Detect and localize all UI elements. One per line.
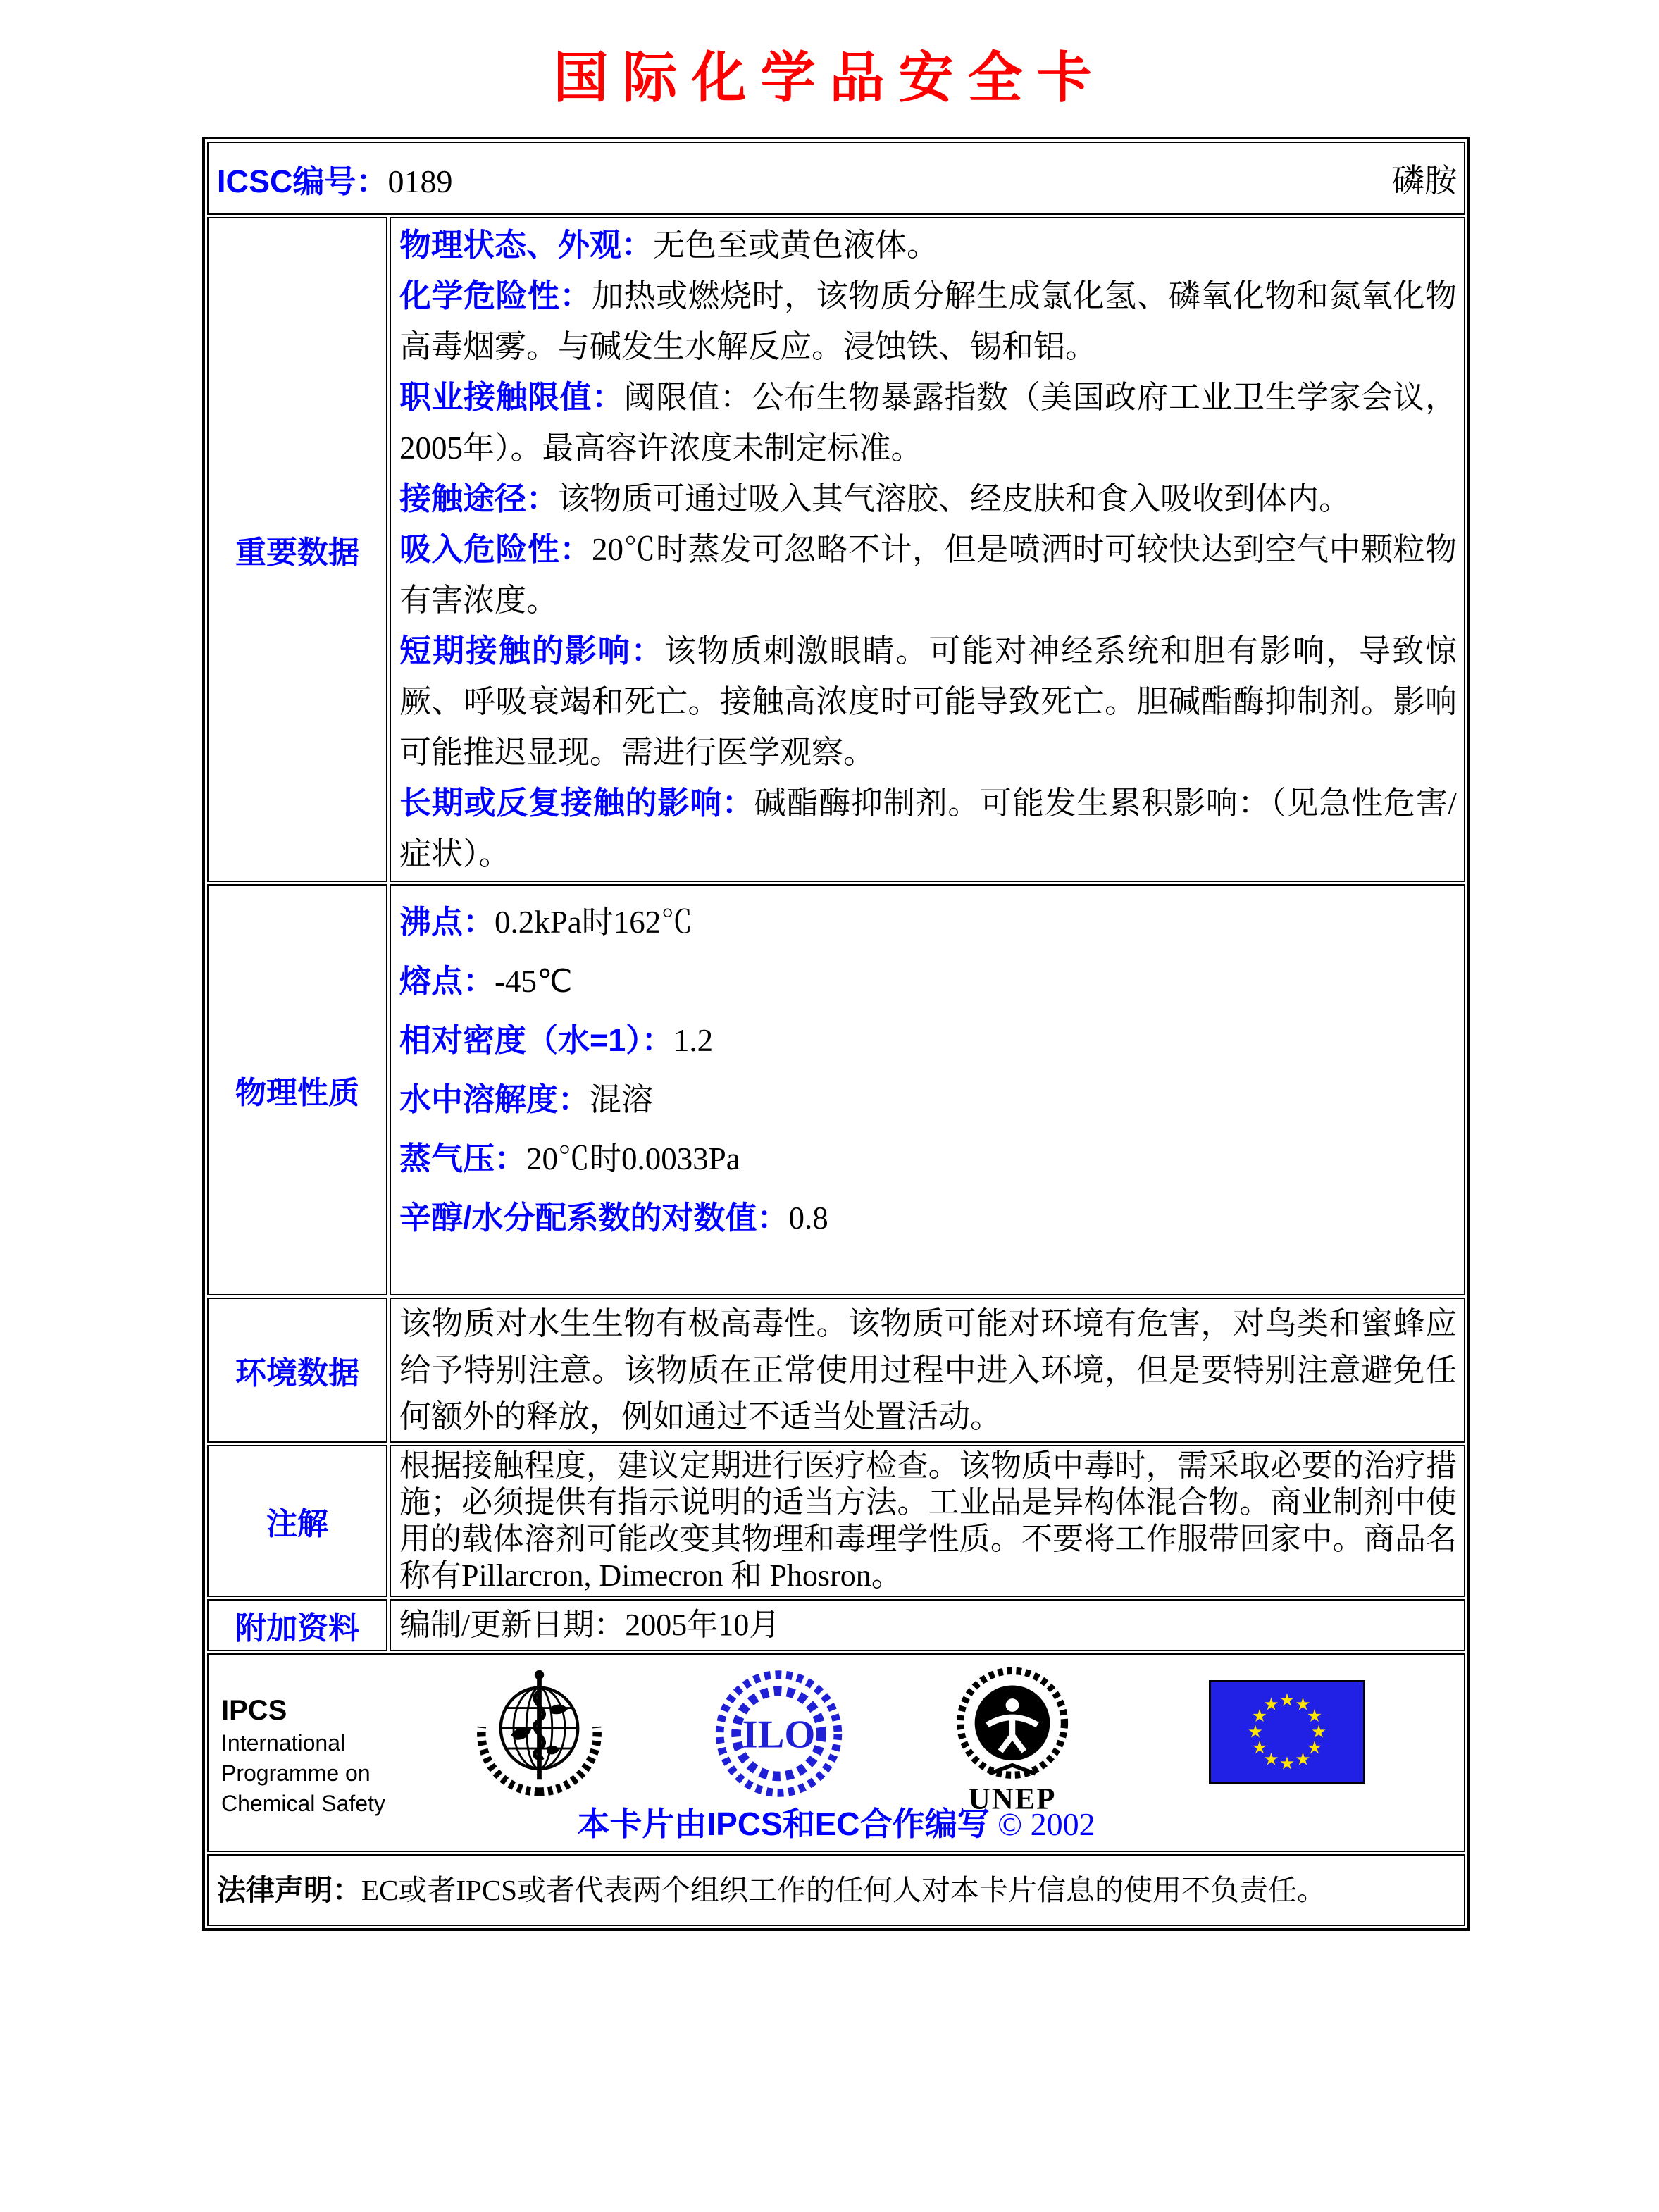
additional-info-row	[207, 1599, 1465, 1651]
physical-properties-row	[207, 884, 1465, 1295]
property-line	[399, 1129, 1457, 1188]
additional-info-text: 编制/更新日期：2005年10月	[399, 1608, 781, 1642]
field-value: 0.2kPa时162℃	[495, 905, 693, 940]
field-value: 该物质可通过吸入其气溶胶、经皮肤和食入吸收到体内。	[558, 481, 1351, 516]
icsc-number	[217, 156, 453, 201]
important-data-row	[207, 217, 1465, 882]
ipcs-line: International	[221, 1730, 346, 1756]
field-value: 无色至或黄色液体。	[653, 228, 939, 263]
field-label: 沸点：	[399, 904, 495, 940]
page-title: 国际化学品安全卡	[553, 47, 1106, 108]
ilo-logo-text: ILO	[742, 1713, 816, 1757]
field-label: 物理状态、外观：	[399, 227, 654, 263]
field-label: 吸入危险性：	[399, 531, 592, 567]
icsc-page	[0, 34, 1659, 2212]
section-label-important: 重要数据	[207, 217, 387, 882]
legal-text: EC或者IPCS或者代表两个组织工作的任何人对本卡片信息的使用不负责任。	[361, 1874, 1326, 1906]
field-value: 碱酯酶抑制剂。可能发生累积影响：（见急性危害/症状）。	[399, 785, 1457, 871]
property-line	[399, 893, 1457, 952]
footer-copyright: © 2002	[998, 1806, 1095, 1842]
chemical-name: 磷胺	[1392, 163, 1457, 199]
header-cell	[207, 142, 1465, 215]
legal-statement	[217, 1872, 1457, 1908]
property-line	[399, 626, 1457, 778]
unep-logo-icon	[950, 1659, 1075, 1814]
notes-row	[207, 1445, 1465, 1597]
field-label: 接触途径：	[399, 480, 559, 516]
environment-content	[390, 1298, 1465, 1443]
environment-text: 该物质对水生生物有极高毒性。该物质可能对环境有危害，对鸟类和蜜蜂应给予特别注意。该物质在正常使用过程中进入环境，但是要特别注意避免任何额外的释放，例如通过不适当处置活动。	[399, 1306, 1457, 1434]
notes-text: 根据接触程度，建议定期进行医疗检查。该物质中毒时，需采取必要的治疗措施；必须提供有指示说明的适当方法。工业品是异构体混合物。商业制剂中使用的载体溶剂可能改变其物理和毒理学性质。不要将工作服带回家中。商品名称有Pillarcron, Dimecron 和 Phosron。	[399, 1448, 1457, 1593]
section-label-additional: 附加资料	[207, 1599, 387, 1651]
footer-caption	[209, 1798, 1464, 1845]
header-row	[207, 142, 1465, 215]
logos-cell	[207, 1653, 1465, 1852]
legal-cell	[207, 1854, 1465, 1926]
section-label-environment: 环境数据	[207, 1298, 387, 1443]
eu-flag-icon	[1209, 1680, 1365, 1784]
ipcs-line: Programme on	[221, 1760, 371, 1786]
property-line	[399, 952, 1457, 1011]
field-label: 熔点：	[399, 963, 495, 999]
field-value: 阈限值：公布生物暴露指数（美国政府工业卫生学家会议，2005年）。最高容许浓度未制定标准。	[399, 380, 1457, 466]
footer-caption-text: 本卡片由IPCS和EC合作编写	[577, 1806, 990, 1842]
field-label: 蒸气压：	[399, 1141, 527, 1176]
additional-info-content	[390, 1599, 1465, 1651]
ipcs-line: Chemical Safety	[221, 1791, 385, 1816]
property-line	[399, 1188, 1457, 1248]
icsc-number-value: 0189	[387, 163, 453, 199]
field-value: 0.8	[788, 1200, 828, 1236]
icsc-card-table	[202, 137, 1470, 1931]
field-label: 辛醇/水分配系数的对数值：	[399, 1200, 789, 1236]
notes-content	[390, 1445, 1465, 1597]
field-value: 该物质刺激眼睛。可能对神经系统和胆有影响，导致惊厥、呼吸衰竭和死亡。接触高浓度时可能导致死亡。胆碱酯酶抑制剂。影响可能推迟显现。需进行医学观察。	[399, 633, 1457, 770]
field-value: -45℃	[495, 964, 573, 999]
property-line	[399, 524, 1457, 626]
important-data-content	[390, 217, 1465, 882]
field-value: 20℃时蒸发可忽略不计，但是喷洒时可较快达到空气中颗粒物有害浓度。	[399, 532, 1457, 618]
field-label: 水中溶解度：	[399, 1081, 590, 1117]
property-line	[399, 372, 1457, 473]
field-value: 1.2	[673, 1023, 714, 1058]
field-label: 职业接触限值：	[399, 379, 624, 415]
property-line	[399, 1070, 1457, 1129]
property-line	[399, 271, 1457, 372]
section-label-notes: 注解	[207, 1445, 387, 1597]
icsc-number-label: ICSC编号：	[217, 163, 388, 199]
who-logo-icon	[471, 1666, 608, 1801]
property-line	[399, 473, 1457, 524]
ilo-logo-icon	[710, 1665, 847, 1803]
physical-properties-content	[390, 884, 1465, 1295]
legal-label: 法律声明：	[217, 1874, 361, 1906]
section-label-physical: 物理性质	[207, 884, 387, 1295]
field-label: 相对密度（水=1）：	[399, 1022, 673, 1058]
field-value: 混溶	[590, 1082, 654, 1117]
property-line	[399, 220, 1457, 271]
property-line	[399, 1011, 1457, 1070]
logos-row	[207, 1653, 1465, 1852]
ipcs-title: IPCS	[221, 1695, 287, 1726]
environment-row	[207, 1298, 1465, 1443]
legal-row	[207, 1854, 1465, 1926]
field-label: 短期接触的影响：	[399, 633, 664, 669]
field-value: 20℃时0.0033Pa	[526, 1141, 740, 1176]
field-value: 加热或燃烧时，该物质分解生成氯化氢、磷氧化物和氮氧化物高毒烟雾。与碱发生水解反应。浸蚀铁、锡和铝。	[399, 278, 1457, 364]
field-label: 长期或反复接触的影响：	[399, 785, 754, 821]
property-line	[399, 778, 1457, 879]
field-label: 化学危险性：	[399, 278, 592, 313]
unep-logo-text: UNEP	[968, 1782, 1057, 1814]
